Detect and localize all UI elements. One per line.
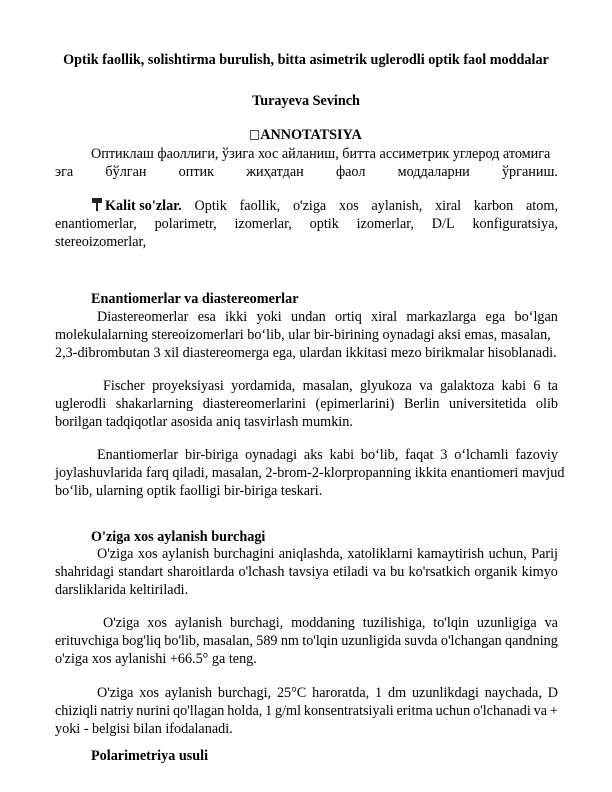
annotation-heading-text: ANNOTATSIYA <box>260 127 362 143</box>
annotation-heading <box>0 126 612 144</box>
word: konfiguratsiya, <box>472 216 558 232</box>
paragraph-line <box>103 614 558 632</box>
word: ta <box>547 378 558 394</box>
word: chiziqli <box>55 703 98 719</box>
word: uzunlikdagi <box>411 685 479 701</box>
word: qo'llagan <box>172 703 225 719</box>
word: shakarlarning <box>115 396 194 412</box>
word: tavsiya <box>288 564 329 580</box>
word: bo‘lib, <box>360 447 399 463</box>
pushpin-icon <box>91 198 103 211</box>
word: va <box>372 564 386 580</box>
paragraph-line: o'ziga xos aylanishi +66.5° ga teng. <box>55 651 257 667</box>
word: Berlin <box>403 396 440 412</box>
word: uchun, <box>488 546 527 562</box>
word: o'lchangan <box>440 633 502 649</box>
word: nm <box>280 633 299 649</box>
word: O'ziga <box>97 685 134 701</box>
word: (epimerlarini) <box>315 396 395 412</box>
word: xiral <box>435 198 462 214</box>
word: to'lqin <box>433 615 469 631</box>
annotation-line-2 <box>55 163 558 181</box>
word: aylanish <box>164 685 213 701</box>
word: standart <box>118 564 164 580</box>
word: va <box>419 378 433 394</box>
word: karbon <box>473 198 514 214</box>
word: qandning <box>505 633 558 649</box>
word: esa <box>197 309 216 325</box>
word: bu <box>390 564 405 580</box>
word: uzunligida <box>341 633 402 649</box>
paragraph-line: 2,3-dibrombutan 3 xil diastereomerga ega, ulardan ikkitasi mezo birikmalar hisoblanadi. <box>55 345 557 361</box>
word: xos <box>338 198 359 214</box>
word: burchagini <box>213 546 275 562</box>
word: burchagi, <box>217 685 272 701</box>
word: optik <box>309 216 339 232</box>
word: Fischer <box>103 378 145 394</box>
word: etiladi <box>332 564 369 580</box>
word: жиҳатдан <box>246 164 304 180</box>
paragraph-line <box>55 563 558 581</box>
word: dm <box>387 685 407 701</box>
word: o'lchanadi <box>473 703 531 719</box>
word: atom, <box>526 198 558 214</box>
paragraph-line <box>97 446 558 464</box>
word: O'ziga <box>97 546 134 562</box>
word: uchun <box>435 703 471 719</box>
word: universitetida <box>449 396 527 412</box>
word: бўлган <box>105 164 147 180</box>
word: D <box>547 685 558 701</box>
word: bo'lib, <box>164 633 200 649</box>
word: natriy <box>100 703 134 719</box>
word: xos <box>137 546 158 562</box>
word: va <box>544 615 558 631</box>
word: glyukoza <box>359 378 412 394</box>
word: enantiomerlar, <box>55 216 137 232</box>
word: 1 <box>265 703 273 719</box>
paragraph-line <box>55 632 558 650</box>
section-heading: O'ziga xos aylanish burchagi <box>91 529 266 545</box>
word: ortiq <box>335 309 362 325</box>
word: моддаларни <box>397 164 470 180</box>
paragraph-line <box>97 545 558 563</box>
word: konsentratsiyali <box>303 703 394 719</box>
word: оптик <box>178 164 215 180</box>
word: undan <box>291 309 326 325</box>
word: uzunligiga <box>476 615 537 631</box>
word: эга <box>55 164 74 180</box>
word: moddaning <box>291 615 355 631</box>
word: yoki <box>256 309 282 325</box>
keywords-label-text: Kalit so'zlar. <box>105 198 182 214</box>
word: erituvchiga <box>55 633 119 649</box>
word: xiral <box>371 309 398 325</box>
paragraph-line: yoki - belgisi bilan ifodalanadi. <box>55 721 233 737</box>
keywords-line-1 <box>91 197 558 215</box>
section-heading: Enantiomerlar va diastereomerlar <box>91 291 299 307</box>
word: D/L <box>431 216 455 232</box>
word: Optik <box>194 198 227 214</box>
word: oynadagi <box>245 447 298 463</box>
word: tuzilishiga, <box>362 615 426 631</box>
word: kabi <box>329 447 355 463</box>
word: polarimetr, <box>154 216 217 232</box>
word: xos <box>139 685 159 701</box>
word: naychada, <box>484 685 542 701</box>
paragraph-line: borilgan tadqiqotlar asosida aniq tasvirlash mumkin. <box>55 414 353 430</box>
word: g/ml <box>275 703 302 719</box>
word: aylanish, <box>371 198 423 214</box>
word: bog'liq <box>122 633 161 649</box>
paragraph-line: molekulalarning stereoizomerlari bo‘lib, ular bir-birining oynadagi aksi emas, masalan, <box>55 327 551 343</box>
section-heading: Polarimetriya usuli <box>91 748 209 764</box>
word: suvda <box>404 633 438 649</box>
word: ўрганиш. <box>501 164 558 180</box>
word: haroratda, <box>312 685 370 701</box>
word: aylanish <box>161 546 210 562</box>
word: nurini <box>136 703 171 719</box>
word: galaktoza <box>439 378 495 394</box>
word: masalan, <box>302 378 353 394</box>
word: O'ziga <box>103 615 140 631</box>
word: 589 <box>256 633 278 649</box>
word: olib <box>535 396 558 412</box>
word: faollik, <box>239 198 281 214</box>
word: holda, <box>227 703 263 719</box>
word: ikki <box>225 309 248 325</box>
word: xos <box>147 615 168 631</box>
word: eritma <box>396 703 433 719</box>
word: Diastereomerlar <box>97 309 189 325</box>
paragraph-line: joylashuvlarida farq qiladi, masalan, 2-brom-2-klorpropanning ikkita enantiomeri mavjud <box>55 465 565 481</box>
keywords-label <box>91 197 182 215</box>
word: Enantiomerlar <box>97 447 179 463</box>
word: uglerodli <box>55 396 107 412</box>
paragraph-line <box>103 377 558 395</box>
word: xatoliklarni <box>347 546 413 562</box>
document-title: Optik faollik, solishtirma burulish, bitta asimetrik uglerodli optik faol moddalar <box>63 52 549 68</box>
paragraph-line: darsliklarida keltiriladi. <box>55 582 189 598</box>
paragraph-line: bo‘lib, ularning optik faolligi bir-biriga teskari. <box>55 483 323 499</box>
word: 6 <box>533 378 541 394</box>
word: bir-biriga <box>184 447 239 463</box>
word: izomerlar, <box>356 216 414 232</box>
word: + <box>549 703 558 719</box>
word: bo‘lgan <box>514 309 558 325</box>
word: shahridagi <box>55 564 115 580</box>
word: aks <box>303 447 323 463</box>
word: ko'rsatkich <box>408 564 471 580</box>
word: sharoitlarda <box>167 564 235 580</box>
word: o'ziga <box>292 198 327 214</box>
word: 1 <box>375 685 383 701</box>
word: 3 <box>440 447 448 463</box>
keywords-line-2 <box>55 215 558 233</box>
word: aylanish <box>174 615 223 631</box>
word: masalan, <box>202 633 253 649</box>
word: aniqlashda, <box>278 546 343 562</box>
word: o'lchash <box>238 564 285 580</box>
word: фаол <box>335 164 366 180</box>
word: yordamida, <box>231 378 296 394</box>
word: proyeksiyasi <box>152 378 224 394</box>
paragraph-line <box>97 684 558 702</box>
word: Parij <box>531 546 558 562</box>
word: fazoviy <box>515 447 558 463</box>
word: 25°C <box>276 685 307 701</box>
word: burchagi, <box>230 615 284 631</box>
keywords-line-3: stereoizomerlar, <box>55 234 147 250</box>
word: organik <box>474 564 518 580</box>
word: va <box>533 703 547 719</box>
checkbox-glyph-icon <box>250 130 259 140</box>
author-name: Turayeva Sevinch <box>252 93 360 109</box>
word: kamaytirish <box>417 546 485 562</box>
word: markazlarga <box>406 309 477 325</box>
annotation-line-1: Оптиклаш фаоллиги, ўзига хос айланиш, битта ассиметрик углерод атомига <box>91 146 551 162</box>
word: kimyo <box>521 564 558 580</box>
word: izomerlar, <box>234 216 292 232</box>
word: o‘lchamli <box>454 447 509 463</box>
word: diastereomerlarini <box>202 396 306 412</box>
paragraph-line <box>55 395 558 413</box>
paragraph-line <box>97 308 558 326</box>
word: to'lqin <box>302 633 338 649</box>
word: kabi <box>501 378 527 394</box>
word: faqat <box>405 447 434 463</box>
paragraph-line <box>55 702 558 720</box>
word: ega <box>485 309 506 325</box>
